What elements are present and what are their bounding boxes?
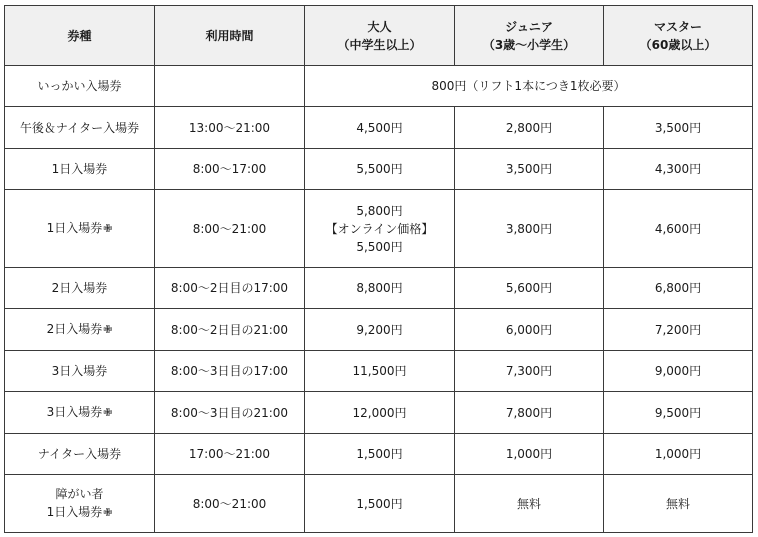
junior-price-cell: 3,800円 — [455, 190, 604, 268]
master-price-cell: 9,500円 — [604, 392, 753, 434]
online-price: 5,500円 — [356, 239, 403, 254]
table-row — [5, 351, 753, 392]
plus-icon: ✙ — [103, 222, 113, 235]
hours-cell: 8:00〜17:00 — [155, 149, 305, 190]
adult-price: 5,800円 — [356, 203, 403, 218]
ticket-type-label: 1日入場券 — [46, 505, 103, 519]
hours-cell: 17:00〜21:00 — [155, 434, 305, 475]
master-price-cell: 7,200円 — [604, 309, 753, 351]
hours-cell: 8:00〜3日目の21:00 — [155, 392, 305, 434]
plus-icon: ✙ — [103, 506, 113, 519]
ticket-type-cell: 2日入場券 — [5, 268, 155, 309]
ticket-price-table — [4, 5, 753, 533]
hours-cell: 8:00〜2日目の17:00 — [155, 268, 305, 309]
junior-price-cell: 7,300円 — [455, 351, 604, 392]
junior-price-cell: 2,800円 — [455, 107, 604, 149]
master-price-cell: 4,600円 — [604, 190, 753, 268]
hours-cell: 13:00〜21:00 — [155, 107, 305, 149]
master-price-cell: 4,300円 — [604, 149, 753, 190]
master-price-cell: 9,000円 — [604, 351, 753, 392]
header-adult-age: （中学生以上） — [337, 37, 422, 52]
hours-cell: 8:00〜3日目の17:00 — [155, 351, 305, 392]
ticket-type-cell: 午後＆ナイター入場券 — [5, 107, 155, 149]
header-junior-age: （3歳〜小学生） — [482, 37, 576, 52]
table-row — [5, 309, 753, 351]
single-ride-price-cell: 800円（リフト1本につき1枚必要） — [305, 66, 753, 107]
table-row — [5, 392, 753, 434]
ticket-type-cell: いっかい入場券 — [5, 66, 155, 107]
ticket-type-cell — [5, 190, 155, 268]
junior-price-cell: 1,000円 — [455, 434, 604, 475]
adult-price-cell: 12,000円 — [305, 392, 455, 434]
table-row — [5, 149, 753, 190]
header-adult-label: 大人 — [367, 19, 392, 34]
hours-cell: 8:00〜21:00 — [155, 475, 305, 533]
adult-price-cell: 1,500円 — [305, 475, 455, 533]
plus-icon: ✙ — [103, 323, 113, 336]
adult-price-cell: 5,500円 — [305, 149, 455, 190]
junior-price-cell: 6,000円 — [455, 309, 604, 351]
ticket-type-cell — [5, 475, 155, 533]
online-price-label: 【オンライン価格】 — [325, 221, 434, 236]
junior-price-cell: 3,500円 — [455, 149, 604, 190]
header-hours: 利用時間 — [155, 6, 305, 66]
junior-price-cell: 7,800円 — [455, 392, 604, 434]
table-header-row — [5, 6, 753, 66]
master-price-cell: 6,800円 — [604, 268, 753, 309]
table-row — [5, 268, 753, 309]
ticket-type-label: 3日入場券 — [46, 405, 103, 419]
ticket-type-cell: ナイター入場券 — [5, 434, 155, 475]
adult-price-cell: 1,500円 — [305, 434, 455, 475]
header-junior-label: ジュニア — [505, 19, 553, 34]
ticket-type-cell: 1日入場券 — [5, 149, 155, 190]
header-ticket-type: 券種 — [5, 6, 155, 66]
header-adult — [305, 6, 455, 66]
ticket-type-cell: 3日入場券 — [5, 351, 155, 392]
ticket-type-label: 1日入場券 — [46, 221, 103, 235]
ticket-type-label-line1: 障がい者 — [55, 487, 104, 501]
adult-price-cell — [305, 190, 455, 268]
hours-cell: 8:00〜21:00 — [155, 190, 305, 268]
adult-price-cell: 8,800円 — [305, 268, 455, 309]
plus-icon: ✙ — [103, 406, 113, 419]
header-master — [604, 6, 753, 66]
junior-price-cell: 無料 — [455, 475, 604, 533]
ticket-type-label-line2 — [7, 503, 152, 522]
adult-price-cell: 4,500円 — [305, 107, 455, 149]
master-price-cell: 無料 — [604, 475, 753, 533]
ticket-type-cell — [5, 309, 155, 351]
table-row — [5, 434, 753, 475]
table-row — [5, 475, 753, 533]
adult-price-cell: 9,200円 — [305, 309, 455, 351]
hours-cell: 8:00〜2日目の21:00 — [155, 309, 305, 351]
table-row — [5, 66, 753, 107]
master-price-cell: 3,500円 — [604, 107, 753, 149]
table-row — [5, 190, 753, 268]
ticket-type-label: 2日入場券 — [46, 322, 103, 336]
table-row — [5, 107, 753, 149]
adult-price-cell: 11,500円 — [305, 351, 455, 392]
master-price-cell: 1,000円 — [604, 434, 753, 475]
ticket-type-cell — [5, 392, 155, 434]
hours-cell — [155, 66, 305, 107]
header-master-age: （60歳以上） — [639, 37, 717, 52]
junior-price-cell: 5,600円 — [455, 268, 604, 309]
header-junior — [455, 6, 604, 66]
header-master-label: マスター — [653, 19, 702, 34]
